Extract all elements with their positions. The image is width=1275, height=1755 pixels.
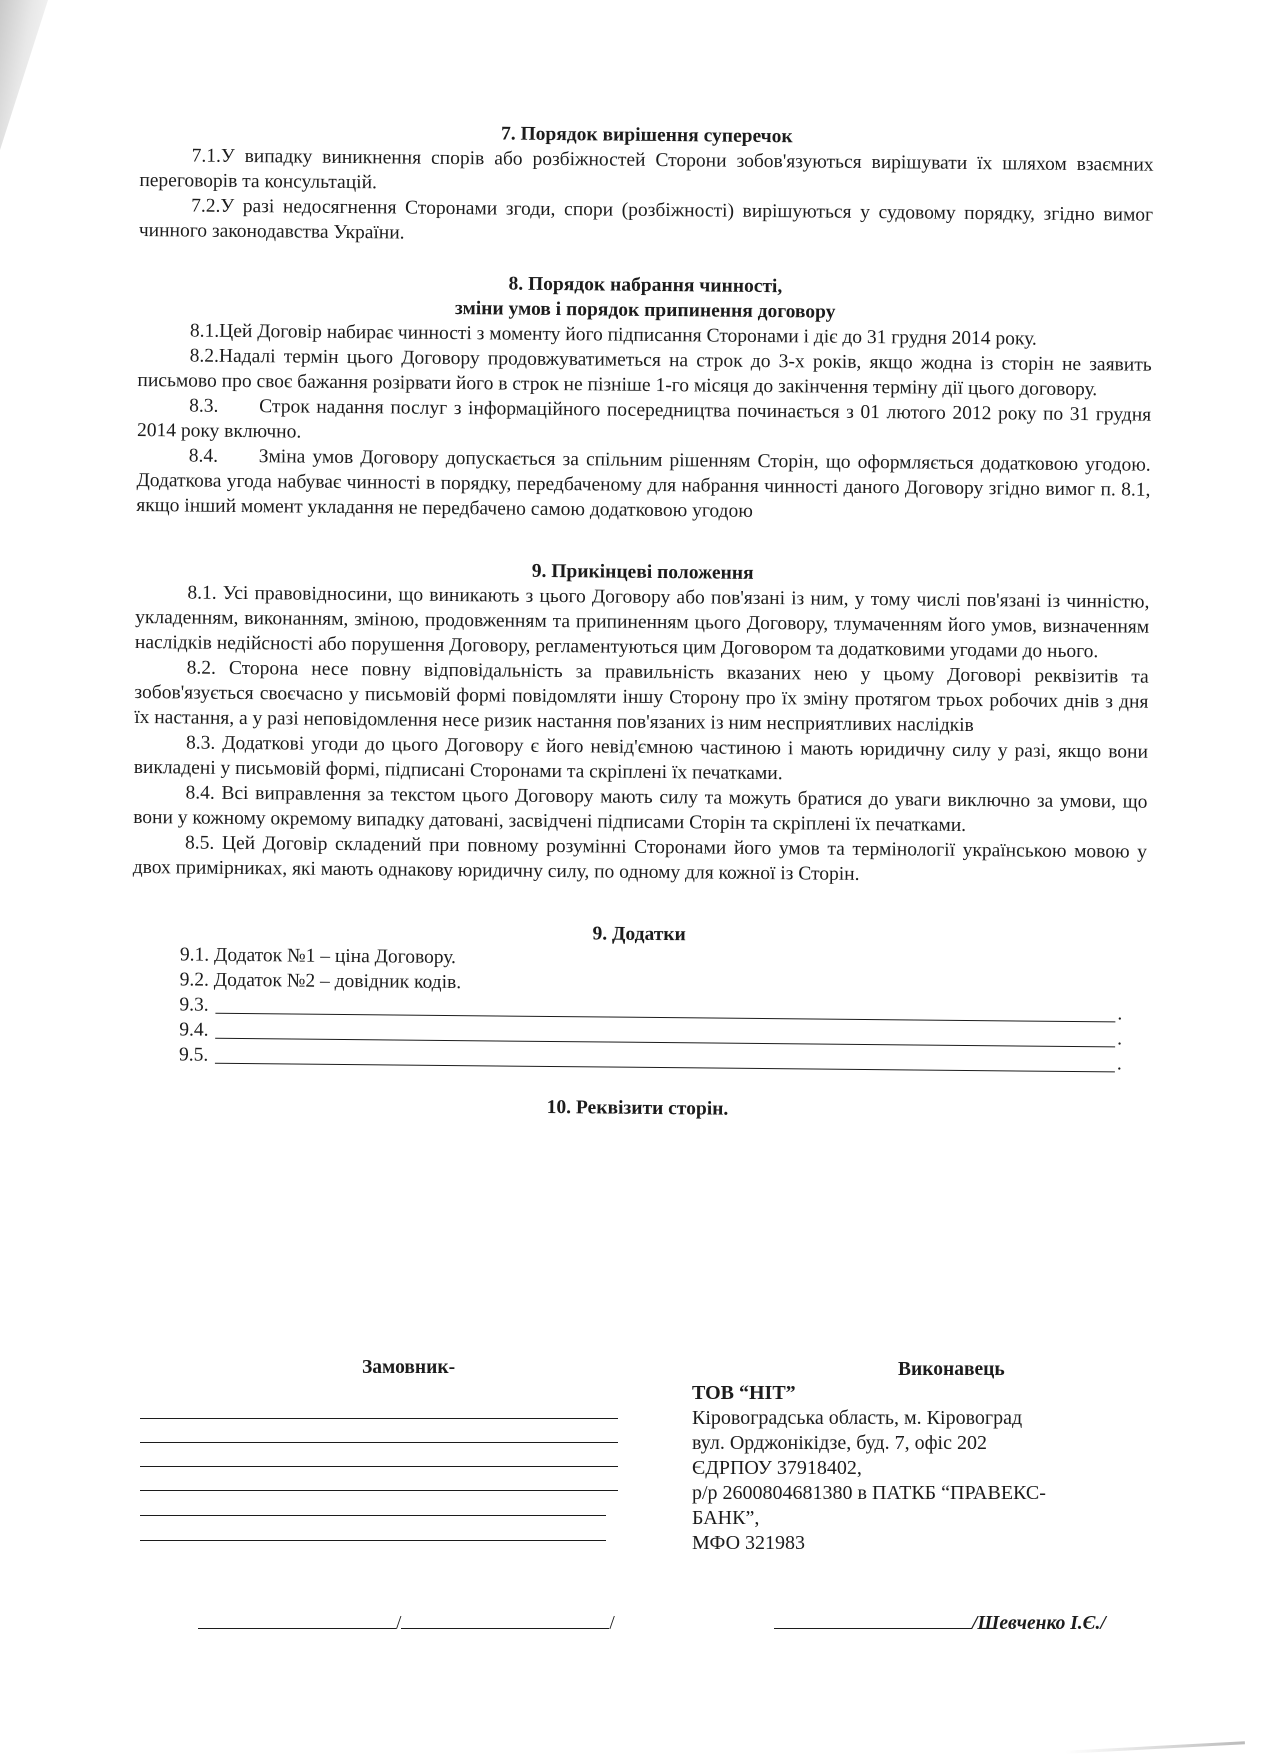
executor-edrpou: ЄДРПОУ 37918402, — [692, 1457, 862, 1479]
section-7-title: 7. Порядок вирішення суперечок — [500, 123, 793, 148]
section-9-title: 9. Прикінцеві положення — [531, 560, 754, 584]
page-corner-shadow — [0, 0, 48, 150]
customer-signature-line — [198, 1610, 396, 1629]
clause-9-3: 8.3. Додаткові угоди до цього Договору є його невід'ємною частиною і мають юридичну силу у разі, якщо вони викладені у письмовій формі, підписані Сторонами та скріплені їх печатками. — [133, 732, 1149, 785]
clause-8-2-number: 8.2. — [189, 345, 220, 367]
clause-7-2-number: 7.2. — [191, 195, 221, 217]
customer-blank-line-4 — [140, 1490, 618, 1491]
clause-9-4: 8.4. Всі виправлення за текстом цього Договору мають силу та можуть братися до уваги виключно за умови, що вони у кожному окремому випадку датовані, засвідчені підписами Сторін та скріплені їх печатками. — [133, 782, 1148, 836]
page-bottom-edge — [1065, 1741, 1245, 1753]
customer-blank-line-3 — [140, 1466, 618, 1467]
customer-signature-row — [198, 1610, 615, 1636]
clause-8-1-text: Цей Договір набирає чинності з моменту його підписання Сторонами і діє до 31 грудня 2014 року. — [219, 320, 1037, 350]
appendix-1: 9.1. Додаток №1 – ціна Договору. — [179, 944, 457, 969]
executor-address-street: вул. Орджонікідзе, буд. 7, офіс 202 — [692, 1432, 987, 1454]
document-body — [130, 118, 1154, 1126]
appendix-3-dot: . — [1117, 1003, 1123, 1025]
executor-account: р/р 2600804681380 в ПАТКБ “ПРАВЕКС- — [692, 1482, 1046, 1504]
clause-8-4 — [136, 443, 1151, 528]
executor-bank: БАНК”, — [692, 1507, 760, 1529]
clause-7-1-number: 7.1. — [191, 145, 221, 167]
customer-signature-slash-2: / — [609, 1613, 615, 1634]
appendix-5-label: 9.5. — [178, 1044, 209, 1066]
appendix-4-label: 9.4. — [179, 1019, 209, 1041]
executor-signature-line — [774, 1610, 972, 1629]
appendix-2: 9.2. Додаток №2 – довідник кодів. — [179, 969, 462, 994]
clause-7-2-text: У разі недосягнення Сторонами згоди, спори (розбіжності) вирішуються у судовому порядку, згідно вимог чинного законодавства України. — [138, 195, 1154, 244]
clause-8-2-text: Надалі термін цього Договору продовжуватиметься на строк до 3-х років, якщо жодна із сторін не заявить письмово про своє бажання розірвати його в строк не пізніше 1-го місяця до закінчення терміну дії цього договору. — [137, 345, 1152, 401]
clause-8-3-text: Строк надання послуг з інформаційного посередництва починається з 01 лютого 2012 року по 31 грудня 2014 року включно. — [136, 396, 1152, 443]
clause-9-5: 8.5. Цей Договір складений при повному розумінні Сторонами його умов та термінології українською мовою у двох примірниках, які мають однакову юридичну силу, по одному для кожної із Сторін. — [132, 832, 1148, 885]
clause-8-3-number: 8.3. — [189, 395, 219, 417]
appendix-4-dot: . — [1117, 1028, 1123, 1050]
requisites-block — [140, 1355, 1154, 1595]
executor-signatory-name: /Шевченко І.Є./ — [972, 1613, 1106, 1634]
customer-blank-line-6 — [140, 1540, 606, 1541]
clause-8-4-text: Зміна умов Договору допускається за спільним рішенням Сторін, що оформляється додатковою угодою. Додаткова угода набуває чинності в порядку, передбаченому для набрання чинності даного Договору згідно вимог п. 8.1, якщо інший момент укладання не передбачено самою додатковою угодою — [136, 446, 1151, 522]
customer-signature-slash-1: / — [396, 1613, 402, 1634]
appendices-title: 9. Додатки — [592, 923, 686, 946]
customer-blank-line-1 — [140, 1418, 618, 1419]
customer-title: Замовник- — [362, 1357, 456, 1378]
executor-name: ТОВ “НІТ” — [692, 1382, 796, 1404]
clause-7-2 — [139, 193, 1153, 253]
clause-7-1-text: У випадку виникнення спорів або розбіжностей Сторони зобов'язуються вирішувати їх шляхом взаємних переговорів та консультацій. — [139, 145, 1154, 194]
executor-signature-row — [774, 1610, 1106, 1636]
clause-8-4-number: 8.4. — [188, 445, 219, 467]
clause-9-1: 8.1. Усі правовідносини, що виникають з цього Договору або пов'язані із ним, у тому числі пов'язані із чинністю, укладенням, виконанням, зміною, продовженням та припиненням цього Договору, тлумаченням його умов, визначенням наслідків недійсності або порушення Договору, регламентуються цим Договором та додатковими угодами до нього. — [134, 582, 1150, 663]
section-8-title-line1: 8. Порядок набрання чинності, — [508, 273, 783, 298]
executor-mfo: МФО 321983 — [692, 1532, 806, 1554]
appendix-5-dot: . — [1116, 1053, 1122, 1075]
executor-title: Виконавець — [898, 1359, 1005, 1380]
appendix-3-label: 9.3. — [179, 994, 209, 1016]
executor-details — [692, 1381, 1122, 1556]
clause-8-1-number: 8.1. — [189, 320, 220, 342]
customer-blank-line-2 — [140, 1442, 618, 1443]
requisites-title: 10. Реквізити сторін. — [546, 1096, 729, 1120]
customer-name-line — [401, 1610, 609, 1629]
section-8-title-line2: зміни умов і порядок припинення договору — [454, 298, 836, 323]
clause-9-2: 8.2. Сторона несе повну відповідальність за правильність вказаних нею у цьому Договорі реквізитів та зобов'язується своєчасно у письмовій формі повідомляти іншу Сторону про їх зміну протягом трьох робочих днів з дня їх настання, а у разі неповідомлення несе ризик настання пов'язаних із ним несприятливих наслідків — [134, 657, 1149, 737]
executor-address-region: Кіровоградська область, м. Кіровоград — [692, 1407, 1023, 1429]
customer-blank-line-5 — [140, 1515, 606, 1516]
